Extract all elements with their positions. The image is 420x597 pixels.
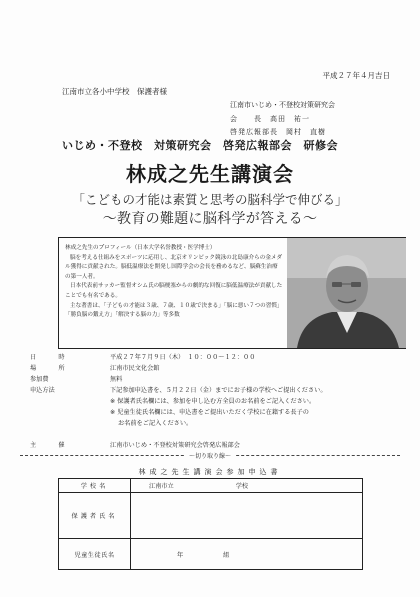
form-title: 林成之先生講演会参加申込書	[138, 468, 282, 476]
chairperson: 会 長 高田 祐一	[230, 115, 310, 123]
profile-box	[58, 237, 406, 349]
lecture-theme: 「こどもの才能は素質と思考の脳科学で伸びる」	[72, 192, 348, 207]
fee-value: 無料	[110, 376, 123, 383]
school-field[interactable]	[131, 479, 363, 493]
place-label: 場 所	[30, 365, 73, 372]
addressee: 江南市立各小中学校 保護者様	[62, 87, 167, 96]
date-label: 日 時	[30, 354, 73, 361]
profile-paragraph: 主な著書は、「子どもの才能は３歳、７歳、１０歳で決まる」「脳に悪い７つの習慣」「勝負脳の鍛え方」「解決する脳の力」等多数	[65, 302, 283, 319]
profile-paragraph: 日本代表前サッカー監督オシム氏の脳梗塞からの劇的な回復に脳低温療法が貢献したことでも有名である。	[65, 283, 283, 299]
note-item: ※ 児童生徒氏名欄には、申込書をご提出いただく学校に在籍する長子の	[110, 409, 309, 416]
form-row-school	[59, 479, 363, 493]
fee-label: 参加費	[30, 376, 49, 383]
guardian-label: 保護者氏名	[59, 493, 131, 539]
note-item: ※ 保護者氏名欄には、参加を申し込む方全員のお名前をご記入ください。	[110, 398, 316, 405]
apply-label: 申込方法	[30, 387, 55, 394]
cut-line-label: 〜切り取り線〜	[0, 451, 420, 460]
profile-paragraph: 脳を考える仕組みをスポーツに応用し、北京オリンピック競泳の北島康介らの金メダル獲得に貢献された。脳低温療法を開発し国際学会の会長を務めるなど、脳蘇生治療の第一人者。	[65, 254, 283, 280]
issue-date: 平成２７年４月吉日	[322, 71, 390, 80]
note-item: お名前をご記入ください。	[118, 420, 193, 427]
speaker-photo	[287, 238, 406, 348]
student-field[interactable]	[131, 539, 363, 570]
profile-text	[65, 244, 283, 321]
form-row-guardian	[59, 493, 363, 539]
notes-list	[110, 396, 315, 429]
sponsor-label: 主 催	[30, 442, 73, 449]
event-subtitle: いじめ・不登校 対策研究会 啓発広報部会 研修会	[62, 139, 338, 152]
detail-row	[30, 352, 400, 363]
pr-director: 啓発広報部長 岡村 直樹	[230, 128, 326, 136]
detail-row	[30, 363, 400, 374]
school-label: 学校名	[59, 479, 131, 493]
guardian-field[interactable]	[131, 493, 363, 539]
student-label: 児童生徒氏名	[59, 539, 131, 570]
date-value: 平成２７年７月９日（木） １０：００〜１２：００	[110, 354, 256, 361]
form-row-student	[59, 539, 363, 570]
sponsor-row	[30, 440, 240, 449]
detail-notes	[30, 396, 400, 429]
detail-row	[30, 374, 400, 385]
place-value: 江南市民文化会館	[110, 365, 160, 372]
apply-value: 下記参加申込書を、５月２２日（金）までにお子様の学校へご提出ください。	[110, 387, 327, 394]
grade-class: 組	[223, 551, 230, 559]
profile-heading: 林成之先生のプロフィール（日本大学名誉教授・医学博士）	[65, 245, 216, 251]
organization-name: 江南市いじめ・不登校対策研究会	[230, 101, 335, 109]
detail-row	[30, 385, 400, 396]
grade-year: 年	[177, 551, 184, 559]
application-form	[58, 478, 363, 570]
event-details	[30, 352, 400, 429]
lecture-subtheme: 〜教育の難題に脳科学が答える〜	[102, 211, 318, 227]
city-text: 江南市立	[149, 483, 174, 490]
school-suffix: 学校	[235, 483, 249, 490]
page-title: 林成之先生講演会	[126, 162, 294, 186]
sponsor-value: 江南市いじめ・不登校対策研究会啓発広報部会	[110, 442, 240, 449]
